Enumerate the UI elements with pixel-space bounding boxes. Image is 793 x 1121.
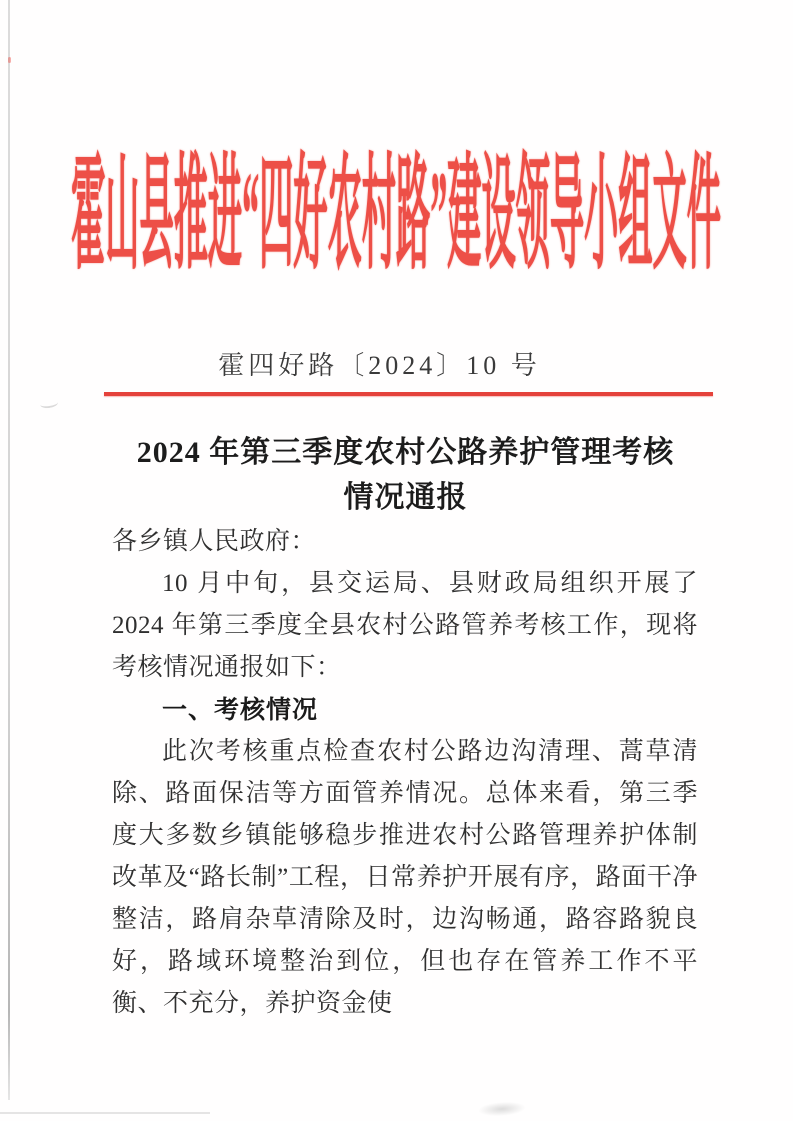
scan-bottom-edge-artifact <box>0 1112 210 1114</box>
paragraph-assessment-details: 此次考核重点检查农村公路边沟清理、蒿草清除、路面保洁等方面管养情况。总体来看，第三季度大多数乡镇能够稳步推进农村公路管理养护体制改革及“路长制”工程，日常养护开展有序，路面干净整洁，路肩杂草清除及时，边沟畅通，路容路貌良好，路域环境整治到位，但也存在管养工作不平衡、不充分，养护资金使 <box>112 738 698 1017</box>
document-body <box>112 521 698 1025</box>
banner-title: 霍山县推进“四好农村路”建设领导小组文件 <box>71 148 722 287</box>
scan-smudge-bottom <box>478 1100 527 1117</box>
paragraph-intro: 10 月中旬，县交运局、县财政局组织开展了 2024 年第三季度全县农村公路管养考核工作，现将考核情况通报如下： <box>112 570 698 681</box>
document-header-banner <box>0 130 793 287</box>
red-divider-line <box>104 392 713 396</box>
document-number: 霍四好路〔2024〕10 号 <box>218 351 541 380</box>
salutation: 各乡镇人民政府： <box>112 528 317 555</box>
scan-smudge-left <box>39 398 58 409</box>
document-title-line1: 2024 年第三季度农村公路养护管理考核 <box>136 436 675 469</box>
document-title-line2: 情况通报 <box>343 481 468 514</box>
document-title <box>9 430 793 520</box>
section-heading-assessment: 一、考核情况 <box>162 696 319 724</box>
scan-red-tick-artifact <box>8 57 11 63</box>
